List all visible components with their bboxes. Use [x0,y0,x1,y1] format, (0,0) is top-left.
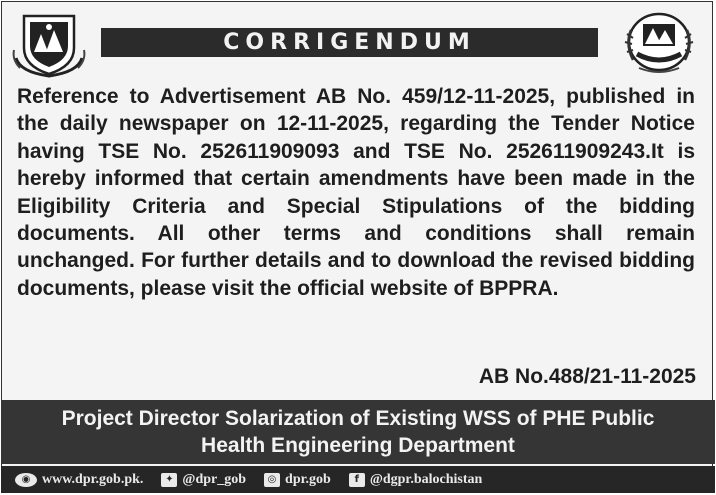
instagram-handle: dpr.gob [285,471,331,487]
balochistan-emblem-logo [10,8,88,78]
signatory-block [1,400,715,464]
twitter-handle: @dpr_gob [182,471,247,487]
instagram-link[interactable] [264,472,331,488]
website-text: www.dpr.gob.pk. [42,471,144,487]
facebook-link[interactable] [349,472,483,488]
page-title: CORRIGENDUM [101,28,598,57]
twitter-icon: ✦ [161,473,177,487]
signatory-line-2: Health Engineering Department [201,434,515,457]
facebook-handle: @dgpr.balochistan [369,471,483,487]
twitter-link[interactable] [161,472,246,488]
advertisement-reference: AB No.488/21-11-2025 [478,365,696,388]
facebook-icon: f [349,473,365,487]
department-seal-logo [617,8,701,78]
instagram-icon: ◎ [264,473,280,487]
signatory-line-1: Project Director Solarization of Existing WSS of PHE Public [61,407,655,430]
notice-body: Reference to Advertisement AB No. 459/12-11-2025, published in the daily newspaper on 12-11-2025, regarding the Tender Notice having TSE No. 252611909093 and TSE No. 252611909243.It is hereby informed that certain amendments have been made in the Eligibility Criteria and Special Stipulations of the bidding documents. All other terms and conditions shall remain unchanged. For further details and to download the revised bidding documents, please visit the official website of BPPRA. [17,85,695,300]
website-link[interactable] [15,472,143,488]
globe-icon: ◉ [15,473,37,487]
social-links-bar [1,466,715,493]
